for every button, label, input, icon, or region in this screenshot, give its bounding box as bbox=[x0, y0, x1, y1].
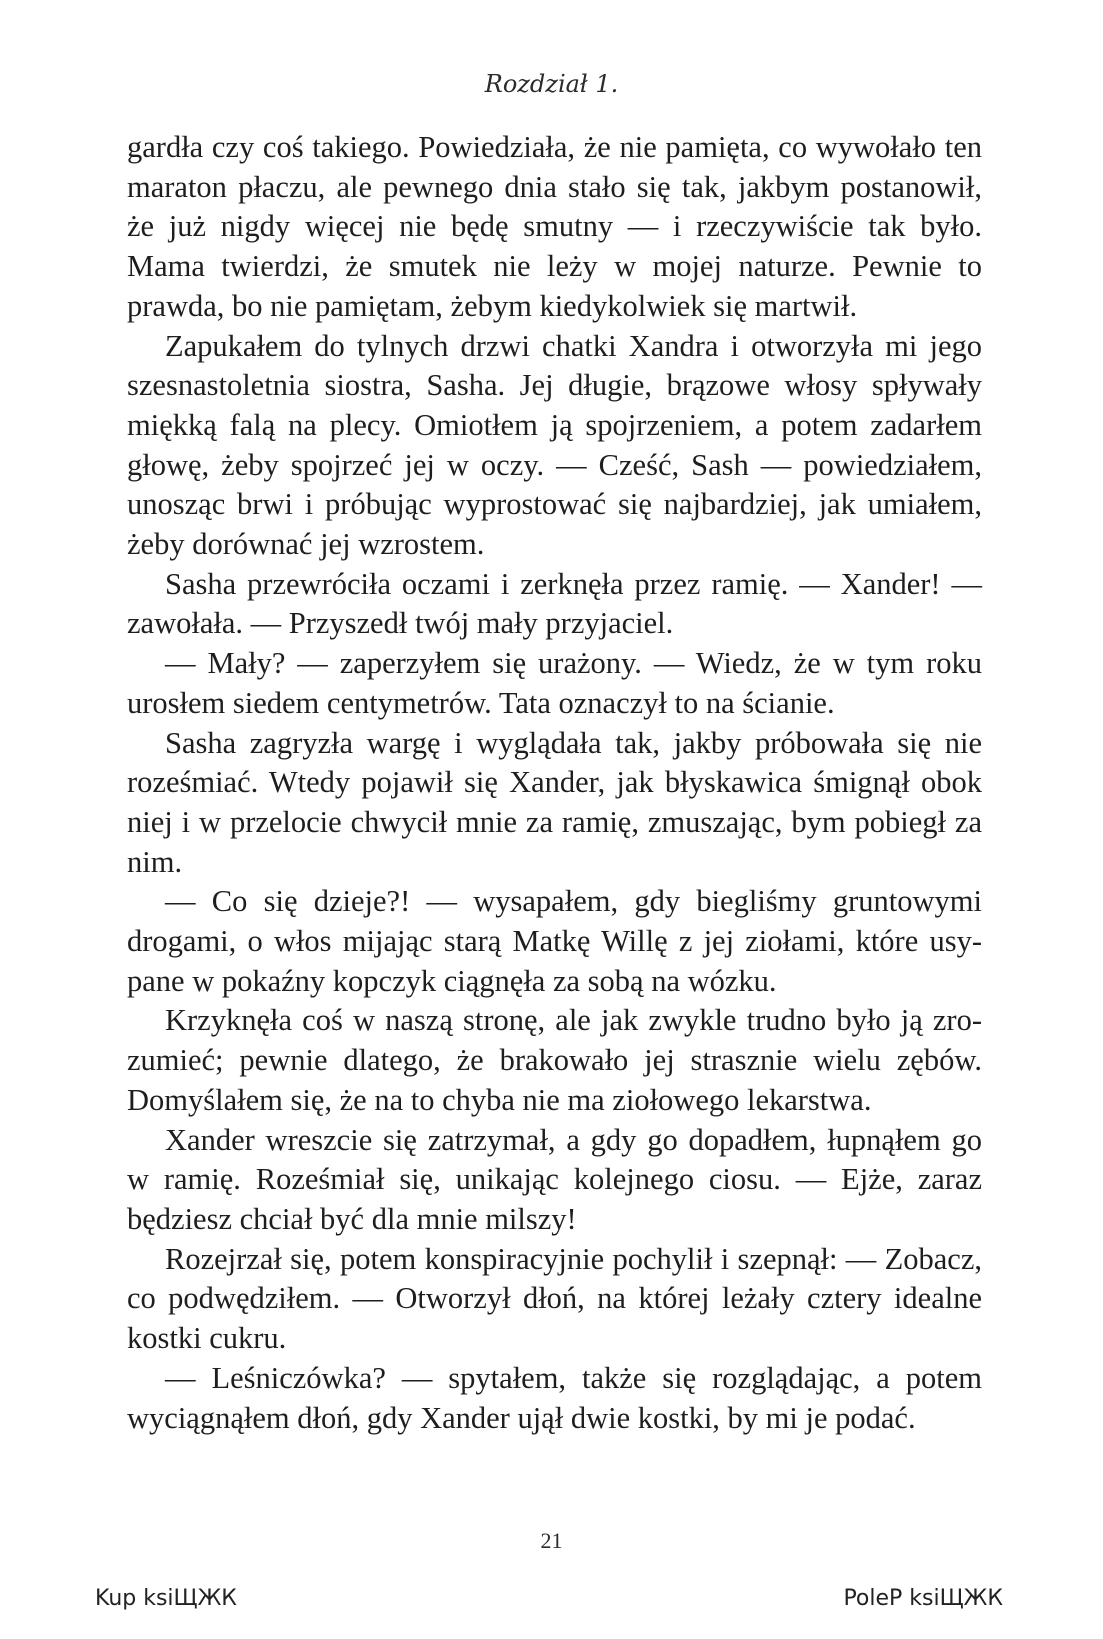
chapter-running-head: Rozdział 1. bbox=[484, 70, 619, 98]
paragraph: Sasha zagryzła wargę i wyglądała tak, jakby próbowała się nie roześmiać. Wtedy pojawił się Xander, jak błyskawica śmignął obok niej i w przelocie chwycił mnie za ramię, zmuszając, bym pobiegł za nim. bbox=[127, 725, 982, 879]
paragraph: — Leśniczówka? — spytałem, także się rozglądając, a potem wyciągnąłem dłoń, gdy Xander ujął dwie kostki, by mi je podać. bbox=[127, 1360, 982, 1435]
body-text bbox=[127, 128, 982, 1438]
paragraph: — Co się dzieje?! — wysapałem, gdy biegliśmy gruntowymi drogami, o włos mijając starą Matkę Willę z jej ziołami, które usypane w pokaźny kopczyk ciągnęła za sobą na wózku. bbox=[127, 884, 982, 998]
page-number: 21 bbox=[540, 1528, 563, 1553]
paragraph: Krzyknęła coś w naszą stronę, ale jak zwykle trudno było ją zrozumieć; pewnie dlatego, że brakowało jej strasznie wielu zębów. Domyślałem się, że na to chyba nie ma ziołowego lekarstwa. bbox=[127, 1003, 982, 1117]
recommend-book-link[interactable]: PoleР ksiЩЖК bbox=[843, 1586, 1003, 1611]
paragraph: — Mały? — zaperzyłem się urażony. — Wiedz, że w tym roku urosłem siedem centymetrów. Tata oznaczył to na ścianie. bbox=[127, 646, 982, 720]
paragraph: gardła czy coś takiego. Powiedziała, że nie pamięta, co wywołało ten maraton płaczu, ale pewnego dnia stało się tak, jakbym postanowił, że już nigdy więcej nie będę smutny — i rzeczywiście tak było. Mama twierdzi, że smutek nie leży w mojej naturze. Pewnie to prawda, bo nie pamiętam, żebym kiedykolwiek się martwił. bbox=[127, 130, 982, 323]
paragraph: Xander wreszcie się zatrzymał, a gdy go dopadłem, łupnąłem go w ramię. Roześmiał się, unikając kolejnego ciosu. — Ejże, zaraz będziesz chciał być dla mnie milszy! bbox=[127, 1122, 982, 1236]
paragraph: Rozejrzał się, potem konspiracyjnie pochylił i szepnął: — Zobacz, co podwędziłem. — Otworzył dłoń, na której leżały cztery idealne kostki cukru. bbox=[127, 1241, 982, 1356]
paragraph: Sasha przewróciła oczami i zerknęła przez ramię. — Xander! — zawołała. — Przyszedł twój mały przyjaciel. bbox=[127, 566, 982, 641]
buy-book-link[interactable]: Kup ksiЩЖК bbox=[95, 1586, 237, 1611]
paragraph: Zapukałem do tylnych drzwi chatki Xandra i otworzyła mi jego szesnastoletnia siostra, Sasha. Jej długie, brązowe włosy spływały miękką falą na plecy. Omiotłem ją spojrzeniem, a potem zadarłem głowę, żeby spojrzeć jej w oczy. — Cześć, Sash — powiedziałem, unosząc brwi i próbując wyprostować się najbardziej, jak umiałem, żeby dorównać jej wzrostem. bbox=[127, 328, 982, 562]
